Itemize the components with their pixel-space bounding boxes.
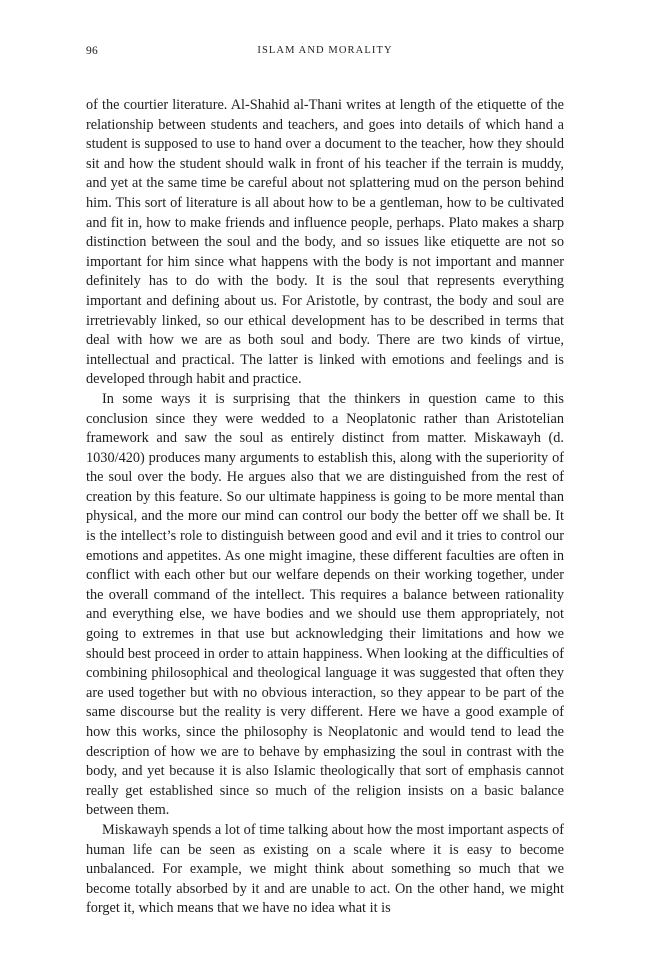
running-title: ISLAM AND MORALITY (257, 45, 393, 56)
paragraph: Miskawayh spends a lot of time talking about how the most important aspects of human life can be seen as existing on a scale where it is easy to become unbalanced. For example, we might think about something so much that we become totally absorbed by it and are unable to act. On the other hand, we might forget it, which means that we have no idea what it is (86, 821, 564, 917)
paragraph: In some ways it is surprising that the thinkers in question came to this conclusion since they were wedded to a Neoplatonic rather than Aristotelian framework and saw the soul as entirely distinct from matter. Miskawayh (d. 1030/420) produces many arguments to establish this, along with the superiority of the soul over the body. He argues also that we are distinguished from the rest of creation by this feature. So our ultimate happiness is going to be more mental than physical, and the more our mind can control our body the better off we shall be. It is the intellect’s role to distinguish between good and evil and it tries to control our emotions and appetites. As one might imagine, these different faculties are often in conflict with each other but our welfare depends on their working together, under the overall command of the intellect. This requires a balance between rationality and everything else, we have bodies and we should use them appropriately, not going to extremes in that use but acknowledging their limitations and how we should best proceed in order to attain happiness. When looking at the difficulties of combining philosophical and theological language it was suggested that often they are used together but with no obvious interaction, so they appear to be part of the same discourse but the reality is very different. Here we have a good example of how this works, since the philosophy is Neoplatonic and would tend to lead the description of how we are to behave by emphasizing the soul in contrast with the body, and yet because it is also Islamic theologically that sort of emphasis cannot really get established since so much of the religion insists on a basic balance between them. (86, 390, 564, 819)
body-text (86, 96, 564, 919)
paragraph-continued: of the courtier literature. Al-Shahid al-Thani writes at length of the etiquette of the relationship between students and teachers, and goes into details of which hand a student is supposed to use to hand over a document to the teacher, how they should sit and how the student should walk in front of his teacher if the terrain is muddy, and yet at the same time be careful about not splattering mud on the person behind him. This sort of literature is all about how to be a gentleman, how to be cultivated and fit in, how to make friends and influence people, perhaps. Plato makes a sharp distinction between the soul and the body, and so issues like etiquette are not so important for him since what happens with the body is not important and manner definitely has to do with the body. It is the soul that represents everything important and defining about us. For Aristotle, by contrast, the body and soul are irretrievably linked, so our ethical development has to be described in terms that deal with how we are as both soul and body. There are two kinds of virtue, intellectual and practical. The latter is linked with emotions and feelings and is developed through habit and practice. (86, 97, 564, 388)
page-number: 96 (86, 45, 99, 57)
running-header (86, 45, 564, 61)
